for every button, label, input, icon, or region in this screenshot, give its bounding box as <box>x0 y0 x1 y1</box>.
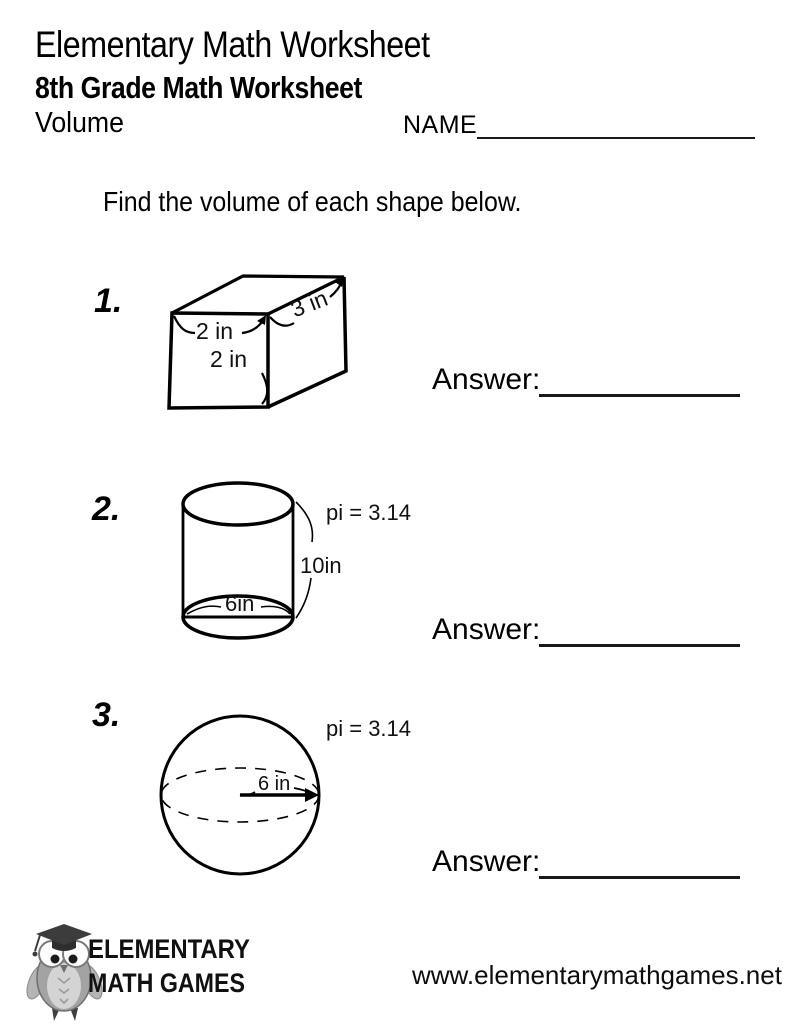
sphere-figure <box>158 712 333 882</box>
topic-label: Volume <box>35 107 124 139</box>
answer-line-1 <box>539 374 740 397</box>
problem-1-number: 1. <box>94 282 123 320</box>
page-title-line2: 8th Grade Math Worksheet <box>35 70 362 105</box>
name-line <box>477 121 755 139</box>
logo-wordmark <box>84 926 274 1008</box>
pi-note-2: pi = 3.14 <box>326 500 412 525</box>
answer-label-3: Answer: <box>432 845 541 878</box>
answer-line-2 <box>539 624 740 647</box>
cylinder-height-label: 10in <box>300 553 342 578</box>
page-title-line1: Elementary Math Worksheet <box>35 24 430 65</box>
pi-note-3: pi = 3.14 <box>326 716 412 741</box>
logo-text-line2: MATH GAMES <box>88 968 245 998</box>
sphere-radius-label: 6 in <box>258 773 291 795</box>
prism-width-label: 2 in <box>196 318 234 344</box>
logo-text-line1: ELEMENTARY <box>88 934 250 964</box>
problem-2-number: 2. <box>92 490 121 528</box>
website-url: www.elementarymathgames.net <box>412 960 782 990</box>
name-label: NAME <box>403 111 478 139</box>
answer-label-2: Answer: <box>432 613 541 646</box>
answer-label-1: Answer: <box>432 363 541 396</box>
answer-line-3 <box>539 856 740 879</box>
problem-3-number: 3. <box>92 696 121 734</box>
prism-height-label: 2 in <box>210 346 248 372</box>
prism-depth-label: 3 in <box>287 284 332 323</box>
cylinder-diameter-label: 6in <box>225 591 255 616</box>
prism-figure <box>150 265 365 420</box>
instruction-text: Find the volume of each shape below. <box>103 186 522 217</box>
